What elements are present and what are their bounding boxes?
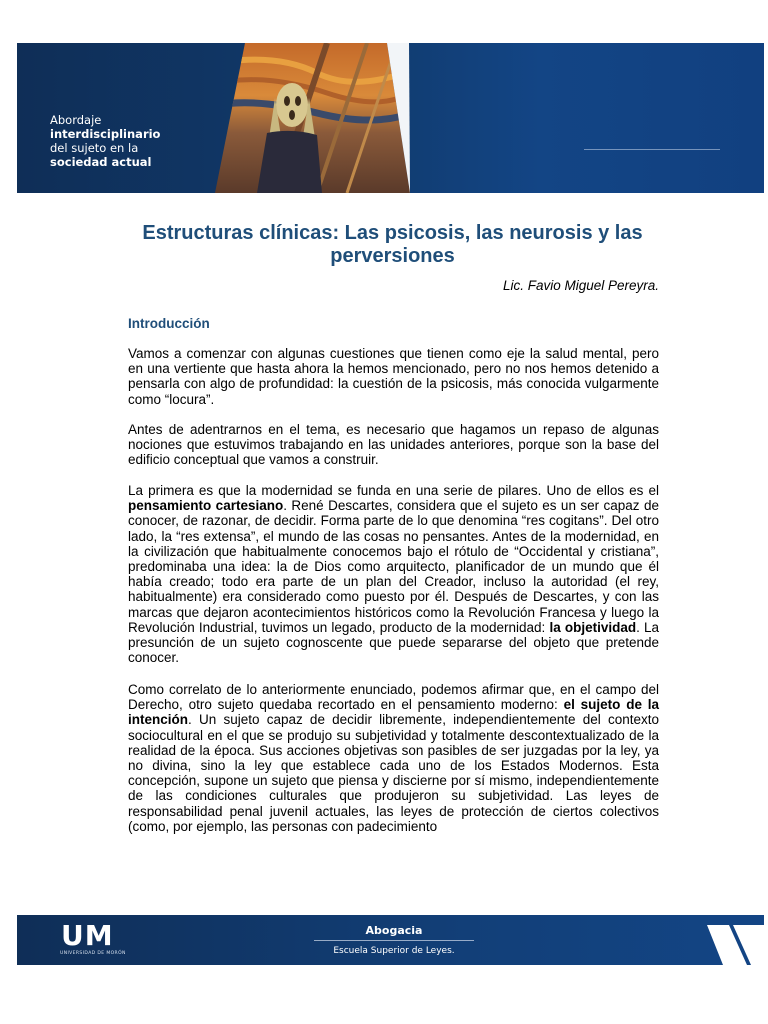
paragraph-text: . Un sujeto capaz de decidir libremente, independientemente del contexto sociocultural en el que se produjo su subjetividad y totalmente descontextualizado de la realidad de la época. Sus acciones objetivas son pasibles de ser juzgadas por la ley, ya no divina, sino la ley que establece cada uno de los Estados Modernos. Esta concepción, supone un sujeto que piensa y discierne por sí mismo, independientemente de las condiciones culturales que produjeron su subjetividad. Las leyes de responsabilidad penal juvenil actuales, las leyes de protección de ciertos colectivos (como, por ejemplo, las personas con padecimiento: [128, 712, 659, 834]
paragraph-4: [128, 682, 659, 834]
footer-career: Abogacia: [365, 924, 423, 937]
document-author: Lic. Favio Miguel Pereyra.: [502, 278, 659, 293]
footer-divider: [314, 940, 474, 941]
banner-title-line: sociedad actual: [50, 155, 152, 169]
banner-title: [50, 113, 160, 169]
section-heading: Introducción: [128, 316, 210, 331]
paragraph-text: Como correlato de lo anteriormente enunciado, podemos afirmar que, en el campo del Derecho, otro sujeto quedaba recortado en el pensamiento moderno:: [128, 682, 659, 713]
bold-term: la objetividad: [549, 619, 637, 635]
bold-term: el sujeto de la intención: [128, 697, 659, 728]
footer-stripe-decoration: [707, 915, 764, 965]
banner-title-line: del sujeto en la: [50, 141, 139, 155]
paragraph-text: La primera es que la modernidad se funda en una serie de pilares. Uno de ellos es el: [128, 483, 659, 498]
footer-banner: [17, 915, 764, 965]
university-logo-subtitle: UNIVERSIDAD DE MORÓN: [60, 951, 126, 956]
paragraph-2: Antes de adentrarnos en el tema, es necesario que hagamos un repaso de algunas nociones que estuvimos trabajando en las unidades anteriores, porque son la base del edificio conceptual que vamos a construir.: [128, 422, 659, 468]
paragraph-text: . La presunción de un sujeto cognoscente que puede separarse del objeto que pretende conocer.: [128, 619, 659, 666]
banner-divider: [584, 149, 720, 150]
paragraph-1: Vamos a comenzar con algunas cuestiones que tienen como eje la salud mental, pero en una vertiente que hasta ahora la hemos mencionado, pero no nos hemos detenido a pensarla con algo de profundidad: la cuestión de la psicosis, más conocida vulgarmente como “locura”.: [128, 346, 659, 407]
banner-title-line: interdisciplinario: [50, 127, 161, 141]
university-logo: UM: [61, 919, 114, 952]
footer-school: Escuela Superior de Leyes.: [333, 946, 455, 956]
paragraph-3: [128, 483, 659, 665]
document-title: Estructuras clínicas: Las psicosis, las neurosis y las perversiones: [142, 222, 643, 267]
paragraph-text: . René Descartes, considera que el sujeto es un ser capaz de conocer, de razonar, de decidir. Forma parte de lo que denomina “res cogitans”. Del otro lado, la “res extensa”, el mundo de las cosas no pensantes. Antes de la modernidad, en la civilización que habitualmente conocemos bajo el rótulo de “Occidental y cristiana”, predominaba una idea: la de Dios como arquitecto, planificador de un mundo que él había creado; todo era parte de un plan del Creador, incluso la autoridad (el rey, habitualmente) era considerado como puesto por él. Después de Descartes, y con las marcas que dejaron acontecimientos históricos como la Revolución Francesa y luego la Revolución Industrial, tuvimos un legado, producto de la modernidad:: [128, 498, 659, 635]
header-banner: [17, 43, 764, 193]
banner-title-line: Abordaje: [50, 113, 102, 127]
bold-term: pensamiento cartesiano: [128, 498, 284, 514]
